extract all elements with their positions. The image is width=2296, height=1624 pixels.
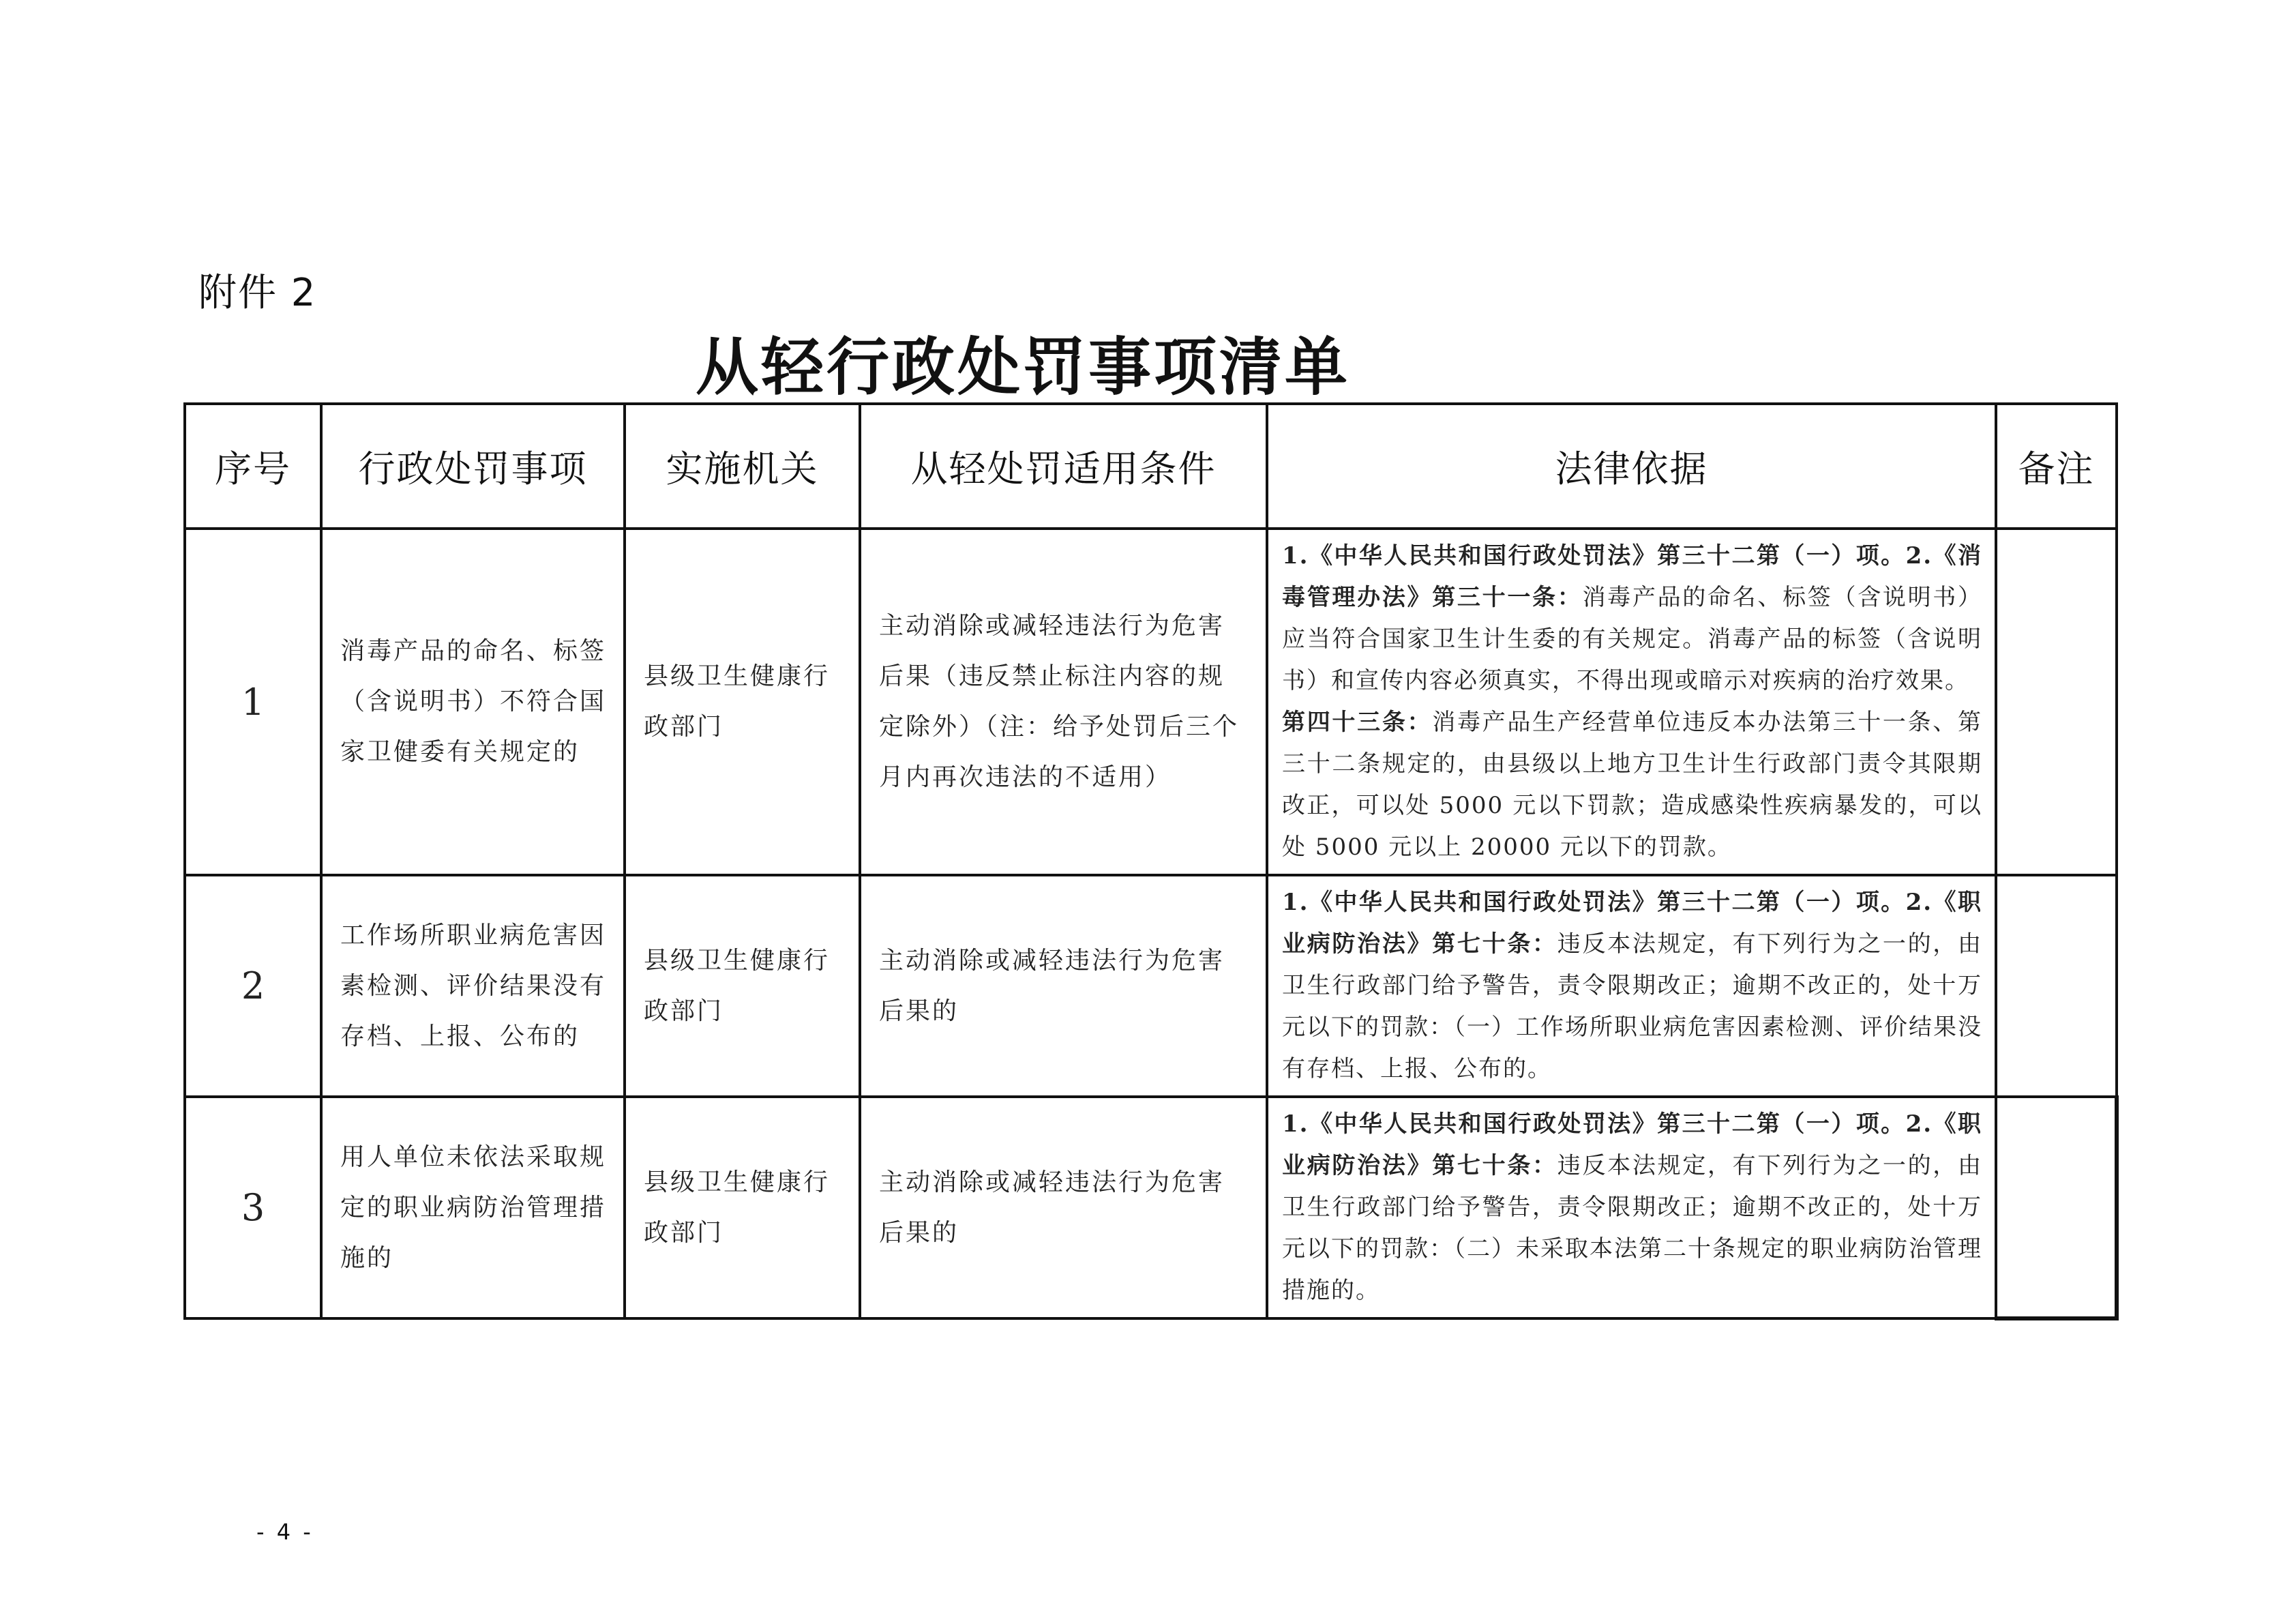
legal-basis-text: 消毒产品的命名、标签（含说明书）应当符合国家卫生计生委的有关规定。消毒产品的标签（含说明书）和宣传内容必须真实，不得出现或暗示对疾病的治疗效果。 [1282, 584, 1983, 694]
row-lenient-condition: 主动消除或减轻违法行为危害后果的 [860, 1097, 1267, 1318]
row-agency: 县级卫生健康行政部门 [625, 529, 860, 875]
row-agency: 县级卫生健康行政部门 [625, 1097, 860, 1318]
legal-basis-text: 违反本法规定，有下列行为之一的，由卫生行政部门给予警告，责令限期改正；逾期不改正的，处十万元以下的罚款：（一）工作场所职业病危害因素检测、评价结果没有存档、上报、公布的。 [1282, 930, 1983, 1082]
annex-label: 附件 2 [198, 271, 317, 315]
row-remark [1996, 875, 2117, 1097]
page-title: 从轻行政处罚事项清单 [695, 330, 1350, 404]
row-legal-basis [1267, 529, 1996, 875]
row-legal-basis [1267, 875, 1996, 1097]
legal-basis-lead: 1.《中华人民共和国行政处罚法》第三十二第（一）项。2.《职业病防治法》第七十条： [1282, 889, 1982, 958]
legal-basis-lead-2: 第四十三条： [1282, 709, 1433, 736]
page-number: - 4 - [256, 1519, 314, 1545]
table-header-row [185, 404, 2117, 529]
row-remark [1996, 529, 2117, 875]
legal-basis-text: 违反本法规定，有下列行为之一的，由卫生行政部门给予警告，责令限期改正；逾期不改正的，处十万元以下的罚款：（二）未采取本法第二十条规定的职业病防治管理措施的。 [1282, 1152, 1983, 1304]
table-row [185, 529, 2117, 875]
header-agency: 实施机关 [625, 404, 860, 529]
header-lenient-condition: 从轻处罚适用条件 [860, 404, 1267, 529]
row-lenient-condition: 主动消除或减轻违法行为危害后果的 [860, 875, 1267, 1097]
header-seq: 序号 [185, 404, 321, 529]
penalty-table-container [183, 402, 2115, 1320]
row-legal-basis [1267, 1097, 1996, 1318]
row-penalty-item: 工作场所职业病危害因素检测、评价结果没有存档、上报、公布的 [321, 875, 625, 1097]
legal-basis-lead: 1.《中华人民共和国行政处罚法》第三十二第（一）项。2.《消毒管理办法》第三十一条： [1282, 542, 1982, 611]
table-row [185, 875, 2117, 1097]
row-seq: 2 [185, 875, 321, 1097]
row-lenient-condition: 主动消除或减轻违法行为危害后果（违反禁止标注内容的规定除外）（注：给予处罚后三个月内再次违法的不适用） [860, 529, 1267, 875]
penalty-items-table [183, 402, 2119, 1320]
row-remark [1996, 1097, 2117, 1318]
row-agency: 县级卫生健康行政部门 [625, 875, 860, 1097]
row-penalty-item: 用人单位未依法采取规定的职业病防治管理措施的 [321, 1097, 625, 1318]
header-legal-basis: 法律依据 [1267, 404, 1996, 529]
table-row [185, 1097, 2117, 1318]
row-penalty-item: 消毒产品的命名、标签（含说明书）不符合国家卫健委有关规定的 [321, 529, 625, 875]
header-penalty-item: 行政处罚事项 [321, 404, 625, 529]
legal-basis-text-2: 消毒产品生产经营单位违反本办法第三十一条、第三十二条规定的，由县级以上地方卫生计生行政部门责令其限期改正，可以处 5000 元以下罚款；造成感染性疾病暴发的，可以处 5000 元以上 20000 元以下的罚款。 [1282, 709, 1983, 861]
row-seq: 3 [185, 1097, 321, 1318]
row-seq: 1 [185, 529, 321, 875]
header-remark: 备注 [1996, 404, 2117, 529]
legal-basis-lead: 1.《中华人民共和国行政处罚法》第三十二第（一）项。2.《职业病防治法》第七十条： [1282, 1110, 1982, 1179]
